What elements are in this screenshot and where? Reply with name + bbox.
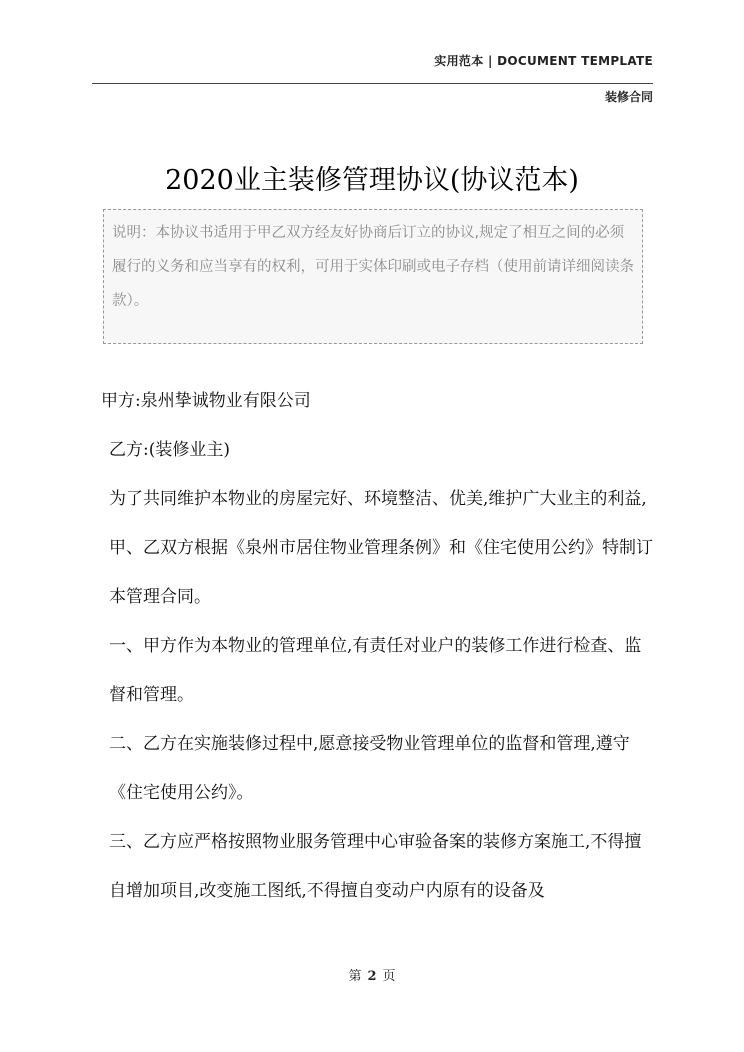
header-divider xyxy=(92,83,653,84)
description-note xyxy=(103,209,643,344)
document-title: 2020业主装修管理协议(协议范本) xyxy=(165,165,579,197)
clause-1: 一、甲方作为本物业的管理单位,有责任对业户的装修工作进行检查、监督和管理。 xyxy=(109,636,642,705)
page-number-suffix: 页 xyxy=(382,969,396,984)
party-a: 甲方:泉州挚诚物业有限公司 xyxy=(101,391,311,411)
clause-3: 三、乙方应严格按照物业服务管理中心审验备案的装修方案施工,不得擅自增加项目,改变施工图纸,不得擅自变动户内原有的设备及 xyxy=(109,832,642,901)
description-note-text: 说明：本协议书适用于甲乙双方经友好协商后订立的协议,规定了相互之间的必须履行的义务和应当享有的权利，可用于实体印刷或电子存档（使用前请详细阅读条款）。 xyxy=(112,225,634,309)
preamble-paragraph: 为了共同维护本物业的房屋完好、环境整洁、优美,维护广大业主的利益,甲、乙双方根据《泉州市居住物业管理条例》和《住宅使用公约》特制订本管理合同。 xyxy=(109,489,653,607)
page-number-prefix: 第 xyxy=(348,969,362,984)
page-footer xyxy=(0,965,744,984)
document-body xyxy=(101,377,657,916)
header-category: 装修合同 xyxy=(604,90,653,104)
page-number: 2 xyxy=(367,969,377,984)
party-b: 乙方:(装修业主) xyxy=(109,440,230,460)
header-template-label: 实用范本 | DOCUMENT TEMPLATE xyxy=(434,54,653,68)
clause-2: 二、乙方在实施装修过程中,愿意接受物业管理单位的监督和管理,遵守《住宅使用公约》。 xyxy=(109,734,630,803)
